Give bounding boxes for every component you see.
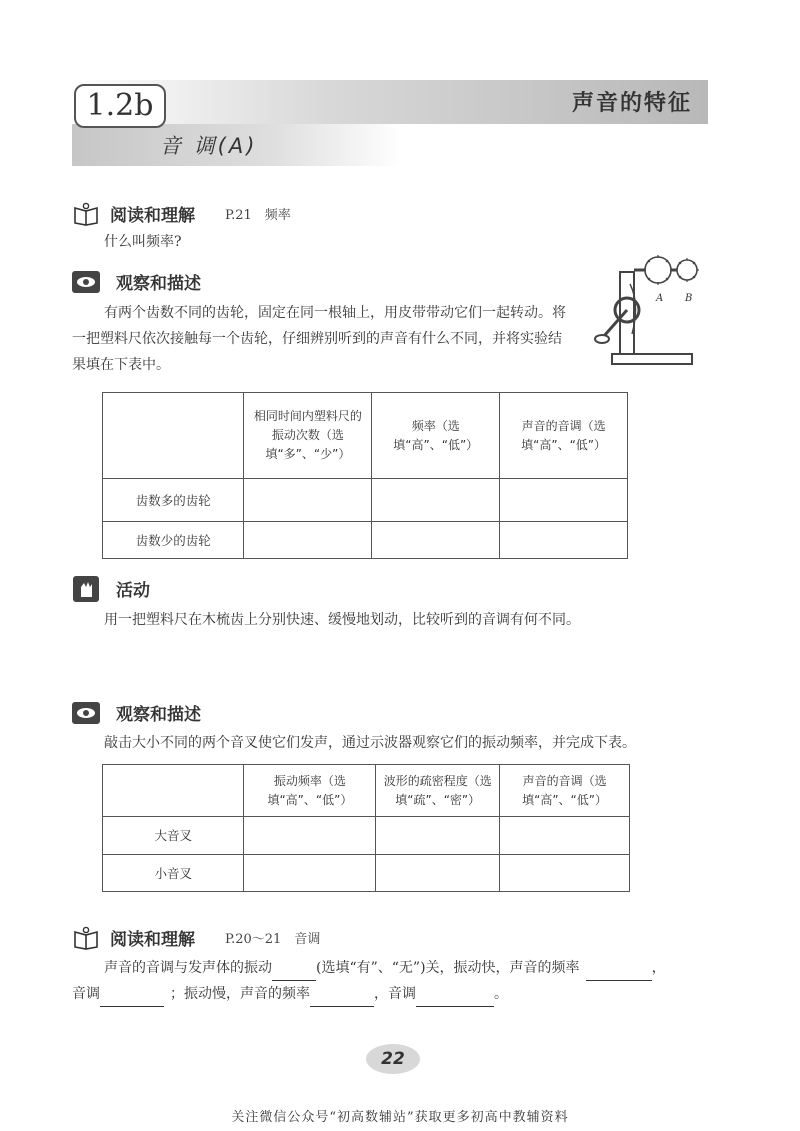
answer-cell[interactable] (244, 522, 372, 559)
gear-a-label: A (656, 293, 664, 304)
eye-icon-wrap (72, 701, 100, 725)
answer-cell[interactable] (244, 479, 372, 522)
answer-cell[interactable] (372, 479, 500, 522)
chapter-title: 声音的特征 (571, 91, 692, 116)
gear-apparatus-illustration (592, 244, 722, 374)
open-book-icon (72, 202, 100, 226)
answer-cell[interactable] (500, 479, 628, 522)
table-corner-cell (103, 765, 244, 817)
observe-section-heading (72, 269, 201, 294)
tuning-fork-table (102, 764, 630, 892)
observe-title-2: 观察和描述 (116, 705, 201, 725)
answer-cell[interactable] (376, 817, 500, 855)
observe-text-2: 敲击大小不同的两个音叉使它们发声，通过示波器观察它们的振动频率，并完成下表。 (104, 735, 636, 751)
fill-text: ；振动慢，声音的频率 (170, 986, 310, 1002)
page-number: 22 (366, 1044, 420, 1074)
fill-blank[interactable] (416, 991, 494, 1007)
fill-text: 音调 (72, 986, 100, 1002)
page-reference-2: P.20～21 音调 (225, 932, 321, 947)
lesson-subtitle: 音 调(A) (160, 134, 258, 158)
table-header: 相同时间内塑料尺的振动次数（选填“多”、“少”） (244, 393, 372, 479)
eye-icon (72, 271, 100, 293)
fill-blank[interactable] (586, 965, 652, 981)
table-header: 振动频率（选填“高”、“低”） (244, 765, 376, 817)
read-title: 阅读和理解 (110, 206, 195, 226)
table-header: 频率（选填“高”、“低”） (372, 393, 500, 479)
activity-text: 用一把塑料尺在木梳齿上分别快速、缓慢地划动，比较听到的音调有何不同。 (104, 612, 580, 628)
answer-cell[interactable] (244, 855, 376, 892)
fill-text: 声音的音调与发声体的振动 (104, 960, 272, 976)
frequency-question: 什么叫频率? (104, 234, 182, 250)
answer-cell[interactable] (244, 817, 376, 855)
pitch-fill-in (72, 955, 722, 1007)
observe-text: 有两个齿数不同的齿轮，固定在同一根轴上，用皮带带动它们一起转动。将一把塑料尺依次接触每一个齿轮，仔细辨别听到的声音有什么不同，并将实验结果填在下表中。 (72, 305, 566, 373)
activity-section-heading (72, 576, 150, 601)
page-reference: P.21 频率 (225, 208, 291, 223)
fill-blank[interactable] (310, 991, 374, 1007)
table-header: 波形的疏密程度（选填“疏”、“密”） (376, 765, 500, 817)
row-label-small-fork: 小音叉 (103, 855, 244, 892)
eye-icon (72, 702, 100, 724)
answer-cell[interactable] (376, 855, 500, 892)
hand-icon (73, 576, 99, 602)
answer-cell[interactable] (372, 522, 500, 559)
footer-note: 关注微信公众号“初高数辅站”获取更多初高中教辅资料 (231, 1110, 569, 1125)
activity-title: 活动 (116, 581, 150, 601)
section-number: 1.2b (74, 84, 166, 128)
row-label-fewer-teeth: 齿数少的齿轮 (103, 522, 244, 559)
fill-blank[interactable] (100, 991, 164, 1007)
table-corner-cell (103, 393, 244, 479)
gear-b-label: B (685, 293, 693, 304)
fill-text: 。 (494, 986, 508, 1002)
gear-results-table (102, 392, 628, 559)
read-section-heading (72, 201, 291, 226)
read-title-2: 阅读和理解 (110, 930, 195, 950)
fill-text: ， (651, 960, 666, 976)
read-section-heading-2 (72, 925, 320, 950)
row-label-large-fork: 大音叉 (103, 817, 244, 855)
fill-blank[interactable] (272, 965, 316, 981)
table-header: 声音的音调（选填“高”、“低”） (500, 393, 628, 479)
open-book-icon (72, 926, 100, 950)
fill-text: ，音调 (374, 986, 416, 1002)
fill-text: (选填“有”、“无”)关，振动快，声音的频率 (316, 960, 580, 976)
answer-cell[interactable] (500, 522, 628, 559)
row-label-more-teeth: 齿数多的齿轮 (103, 479, 244, 522)
answer-cell[interactable] (500, 855, 630, 892)
hand-icon-wrap (72, 577, 100, 601)
observe-title: 观察和描述 (116, 274, 201, 294)
observe-section-heading-2 (72, 700, 201, 725)
eye-icon-wrap (72, 270, 100, 294)
answer-cell[interactable] (500, 817, 630, 855)
table-header: 声音的音调（选填“高”、“低”） (500, 765, 630, 817)
